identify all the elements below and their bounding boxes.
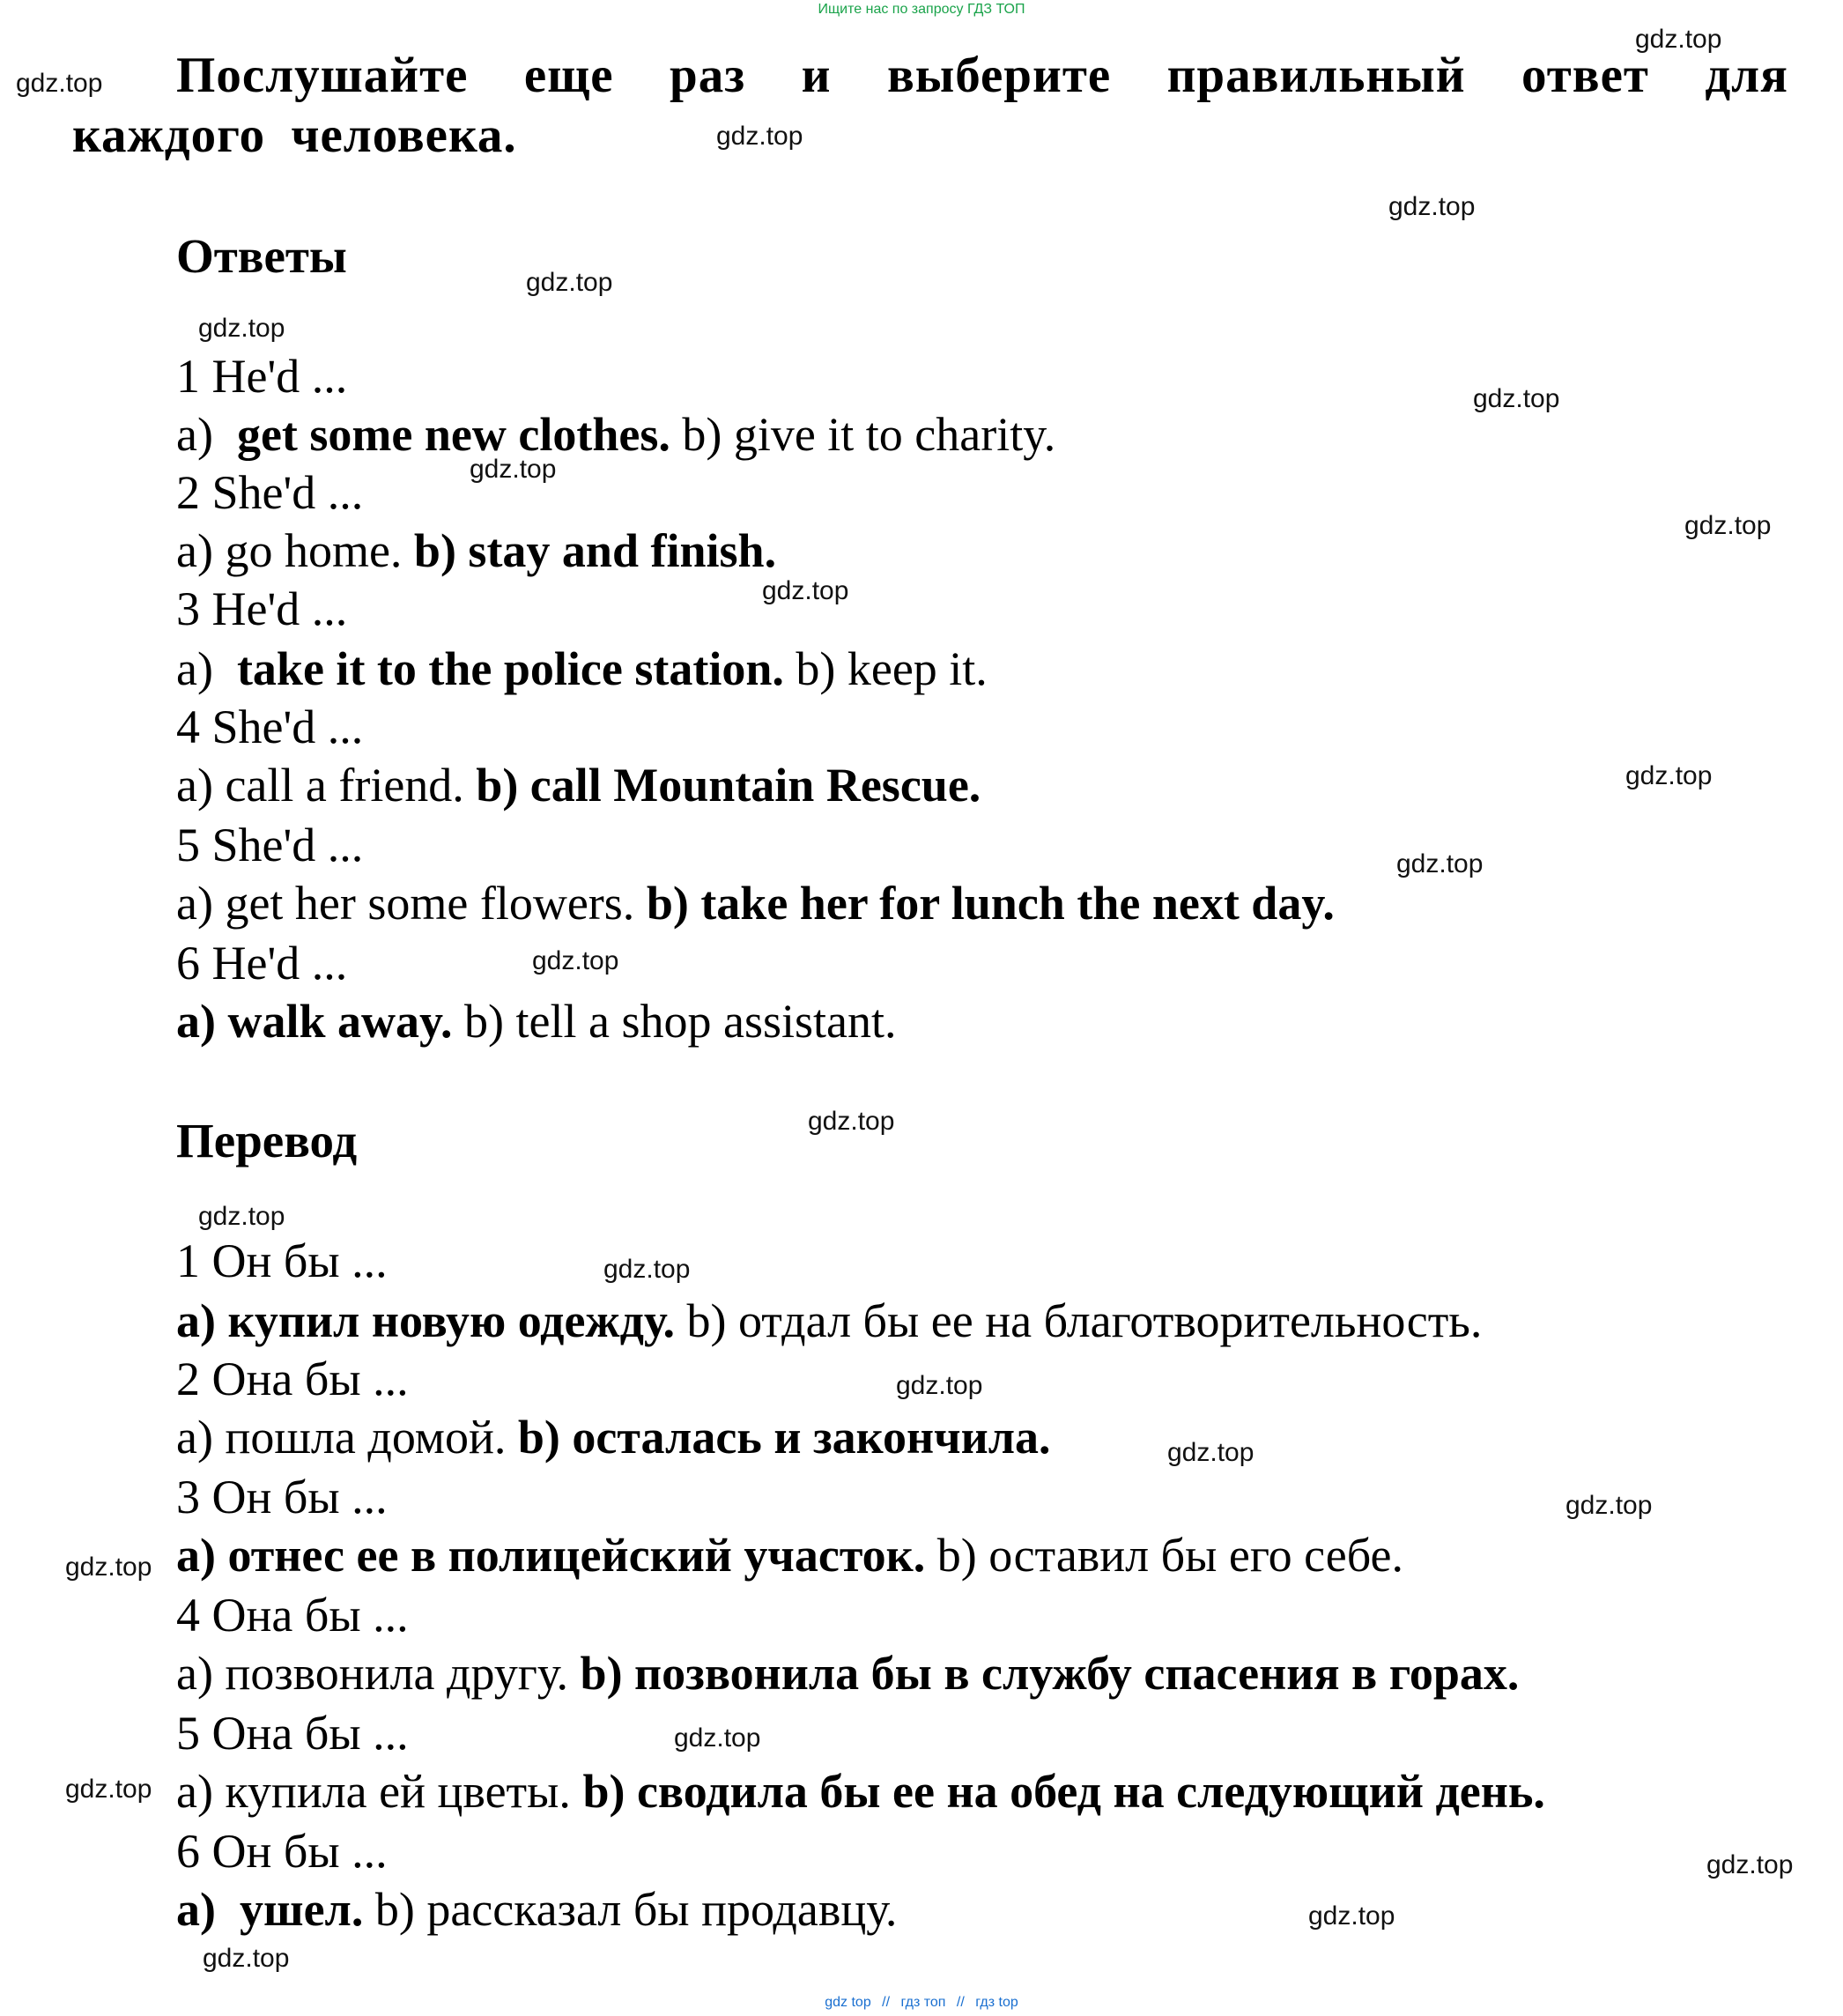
watermark: gdz.top (1167, 1438, 1255, 1467)
correct-option: b) позвонила бы в службу спасения в горах. (580, 1647, 1520, 1700)
option-b: b) keep it. (796, 642, 988, 695)
translation-title: Перевод (176, 1114, 358, 1167)
translation-3-options (176, 1526, 1403, 1584)
watermark: gdz.top (1684, 511, 1772, 540)
correct-option: ушел. (239, 1883, 364, 1936)
translation-2-options (176, 1408, 1051, 1466)
task-heading: Послушайте еще раз и выберите правильный ответ для каждого человека. (72, 48, 1788, 163)
correct-option: b) осталась и закончила. (517, 1411, 1051, 1464)
correct-option: take it to the police station. (236, 642, 784, 695)
correct-option: a) отнес ее в полицейский участок. (176, 1529, 926, 1582)
answer-2-question: 2 She'd ... (176, 466, 364, 519)
watermark: gdz.top (1473, 384, 1560, 413)
translation-1-question: 1 Он бы ... (176, 1234, 388, 1287)
correct-option: b) take her for lunch the next day. (646, 877, 1335, 930)
watermark: gdz.top (1625, 761, 1713, 790)
translation-2-question: 2 Она бы ... (176, 1353, 409, 1405)
footer-separator: // (956, 1995, 965, 2010)
watermark: gdz.top (65, 1553, 152, 1582)
option-b: b) отдал бы ее на благотворительность. (686, 1294, 1483, 1347)
watermark: gdz.top (1706, 1850, 1794, 1879)
correct-option: a) купил новую одежду. (176, 1294, 675, 1347)
answer-1-options (176, 405, 1055, 463)
option-a-label: a) (176, 1883, 216, 1936)
option-b: b) оставил бы его себе. (936, 1529, 1403, 1582)
correct-option: b) stay and finish. (413, 524, 777, 577)
watermark: gdz.top (1396, 849, 1484, 878)
answers-title: Ответы (176, 229, 347, 283)
answer-5-options (176, 874, 1335, 932)
option-b: b) рассказал бы продавцу. (374, 1883, 898, 1936)
footer-link[interactable]: gdz top (825, 1995, 871, 2010)
translation-5-options (176, 1762, 1545, 1820)
watermark: gdz.top (1308, 1901, 1395, 1931)
option-a: a) пошла домой. (176, 1411, 507, 1464)
watermark: gdz.top (896, 1371, 983, 1400)
watermark: gdz.top (716, 122, 803, 151)
option-b: b) give it to charity. (682, 408, 1056, 461)
answer-2-options (176, 522, 776, 580)
answer-5-question: 5 She'd ... (176, 819, 364, 871)
option-a: a) go home. (176, 524, 403, 577)
watermark: gdz.top (16, 69, 103, 98)
translation-4-options (176, 1644, 1519, 1702)
correct-option: get some new clothes. (236, 408, 670, 461)
correct-option: b) call Mountain Rescue. (476, 759, 981, 812)
option-a: a) позвонила другу. (176, 1647, 569, 1700)
answer-6-question: 6 He'd ... (176, 937, 348, 989)
footer-link[interactable]: гдз топ (900, 1995, 946, 2010)
footer-separator: // (882, 1995, 891, 2010)
answer-3-options (176, 640, 988, 698)
translation-6-options (176, 1880, 897, 1938)
option-a: a) get her some flowers. (176, 877, 635, 930)
option-a: a) купила ей цветы. (176, 1765, 571, 1818)
watermark: gdz.top (532, 946, 619, 975)
correct-option: a) walk away. (176, 995, 453, 1048)
option-a-label: a) (176, 642, 213, 695)
option-a-label: a) (176, 408, 213, 461)
answer-6-options (176, 992, 896, 1050)
watermark: gdz.top (203, 1944, 290, 1973)
translation-4-question: 4 Она бы ... (176, 1589, 409, 1642)
option-a: a) call a friend. (176, 759, 464, 812)
footer (0, 1993, 1843, 2012)
watermark: gdz.top (470, 455, 557, 484)
watermark: gdz.top (603, 1255, 691, 1284)
answer-3-question: 3 He'd ... (176, 582, 348, 635)
watermark: gdz.top (526, 268, 613, 297)
answer-1-question: 1 He'd ... (176, 350, 348, 403)
watermark: gdz.top (198, 314, 285, 343)
footer-link[interactable]: гдз top (975, 1995, 1018, 2010)
watermark: gdz.top (762, 576, 849, 605)
watermark: gdz.top (1388, 192, 1476, 221)
watermark: gdz.top (674, 1723, 761, 1753)
watermark: gdz.top (808, 1107, 895, 1136)
watermark: gdz.top (198, 1202, 285, 1231)
answer-4-question: 4 She'd ... (176, 700, 364, 753)
top-banner: Ищите нас по запросу ГДЗ ТОП (818, 2, 1025, 17)
translation-6-question: 6 Он бы ... (176, 1825, 388, 1878)
answer-4-options (176, 756, 981, 814)
option-b: b) tell a shop assistant. (464, 995, 897, 1048)
watermark: gdz.top (1565, 1491, 1653, 1520)
translation-5-question: 5 Она бы ... (176, 1707, 409, 1760)
correct-option: b) сводила бы ее на обед на следующий день. (582, 1765, 1545, 1818)
watermark: gdz.top (65, 1775, 152, 1804)
watermark: gdz.top (1635, 25, 1722, 54)
translation-1-options (176, 1292, 1482, 1350)
translation-3-question: 3 Он бы ... (176, 1471, 388, 1523)
